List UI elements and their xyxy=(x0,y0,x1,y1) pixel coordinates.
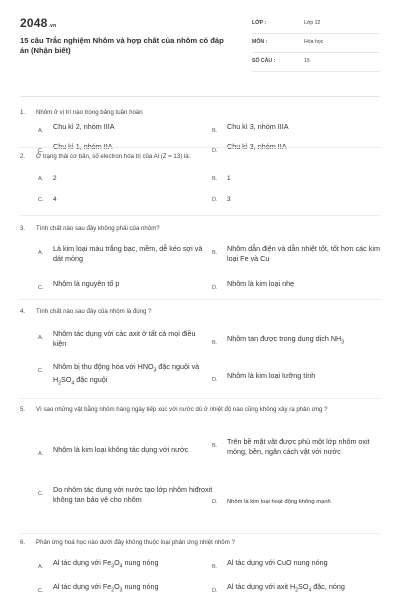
meta-key: MÔN : xyxy=(252,39,268,45)
worksheet-header xyxy=(20,14,380,96)
option-b[interactable]: B. Nhôm dẫn điện và dẫn nhiệt tốt, tốt hơn các kim loại Fe và Cu xyxy=(212,244,380,263)
option-a[interactable]: A. Chu kì 2, nhóm IIIA xyxy=(38,122,115,134)
worksheet-title: 15 câu Trắc nghiệm Nhôm và hợp chất của nhôm có đáp án (Nhận biết) xyxy=(20,36,224,55)
option-d[interactable]: D. Nhôm là kim loại lưỡng tính xyxy=(212,371,316,383)
meta-row-class xyxy=(252,18,380,34)
option-a[interactable]: A. Nhôm tác dụng với các axit ở tất cả mọi điều kiện xyxy=(38,329,196,348)
question-3 xyxy=(20,224,380,291)
question-4 xyxy=(20,307,380,387)
option-d[interactable]: D. Nhôm là kim loại nhẹ xyxy=(212,279,295,291)
option-a[interactable]: A. Là kim loại màu trắng bạc, mềm, dễ kéo sợi và dát mỏng xyxy=(38,244,203,263)
option-b[interactable]: B. Chu kì 3, nhóm IIIA xyxy=(212,122,289,134)
option-c[interactable]: C. 4 xyxy=(38,196,57,203)
option-a[interactable]: A. Nhôm là kim loại không tác dụng với nước xyxy=(38,445,189,457)
option-c[interactable]: C. Do nhôm tác dụng với nước tạo lớp nhôm hiđroxit không tan bảo vệ cho nhôm xyxy=(38,485,213,504)
site-logo[interactable] xyxy=(20,16,56,30)
option-c[interactable]: C. xyxy=(38,148,44,154)
question-text: 6. Phản ứng hoá học nào dưới đây không thuộc loại phản ứng nhiệt nhôm ? xyxy=(20,539,235,546)
question-divider xyxy=(20,398,380,399)
meta-key: SỐ CÂU : xyxy=(252,58,276,64)
option-c[interactable]: C. Al tác dụng với $Fe_2O_3$ nung nóng xyxy=(38,582,159,594)
option-a[interactable]: A. Al tác dụng với $Fe_3O_4$ nung nóng xyxy=(38,558,159,570)
meta-key: LỚP : xyxy=(252,20,267,26)
option-b[interactable]: B. 1 xyxy=(212,175,231,182)
option-d[interactable]: D. xyxy=(212,148,218,154)
meta-row-count xyxy=(252,56,380,72)
option-a[interactable]: A. 2 xyxy=(38,175,57,182)
logo-suffix: .vn xyxy=(48,23,57,29)
logo-text: 2048 xyxy=(20,16,48,30)
header-divider xyxy=(20,96,380,97)
option-b[interactable]: B. Trên bề mặt vật được phủ một lớp nhôm oxit mỏng, bền, ngăn cách vật với nước xyxy=(212,437,370,456)
question-divider xyxy=(20,215,380,216)
question-text: 4. Tính chất nào sau đây của nhôm là đúng ? xyxy=(20,308,152,315)
meta-row-subject xyxy=(252,37,380,53)
question-text: 1. Nhôm ở vị trí nào trong bảng tuần hoàn xyxy=(20,109,143,116)
meta-value: Lớp 12 xyxy=(304,20,321,26)
question-2 xyxy=(20,152,380,203)
question-divider xyxy=(20,533,380,534)
option-c[interactable]: C. Nhôm là nguyên tố p xyxy=(38,279,120,291)
option-b[interactable]: B. Al tác dụng với CuO nung nóng xyxy=(212,558,328,570)
question-text: 3. Tính chất nào sau đây không phải của nhôm? xyxy=(20,225,160,232)
question-text: 2. Ở trạng thái cơ bản, số electron hóa trị của Al (Z = 13) là: xyxy=(20,153,191,160)
option-d[interactable]: D. Nhôm là kim loại hoạt động không mạnh xyxy=(212,499,331,505)
question-divider xyxy=(20,147,380,148)
option-d[interactable]: D. 3 xyxy=(212,196,231,203)
question-5 xyxy=(20,405,380,505)
meta-value: Hóa học xyxy=(304,39,324,45)
option-d[interactable]: D. Al tác dụng với axit $H_2SO_4$ đặc, nóng xyxy=(212,582,345,594)
option-c[interactable]: C. Nhôm bị thụ động hóa với $HNO_3$ đặc nguội và $H_2SO_4$ đặc nguội xyxy=(38,362,200,387)
meta-value: 15 xyxy=(304,58,310,64)
option-b[interactable]: B. Nhôm tan được trong dung dịch $NH_3$ xyxy=(212,334,345,346)
question-1 xyxy=(20,108,380,154)
question-text: 5. Vì sao những vật bằng nhôm hàng ngày tiếp xúc với nước dù ở nhiệt độ nào cũng không xảy ra phản ứng ? xyxy=(20,406,328,413)
question-6 xyxy=(20,538,380,594)
worksheet-meta xyxy=(252,18,380,75)
question-divider xyxy=(20,299,380,300)
